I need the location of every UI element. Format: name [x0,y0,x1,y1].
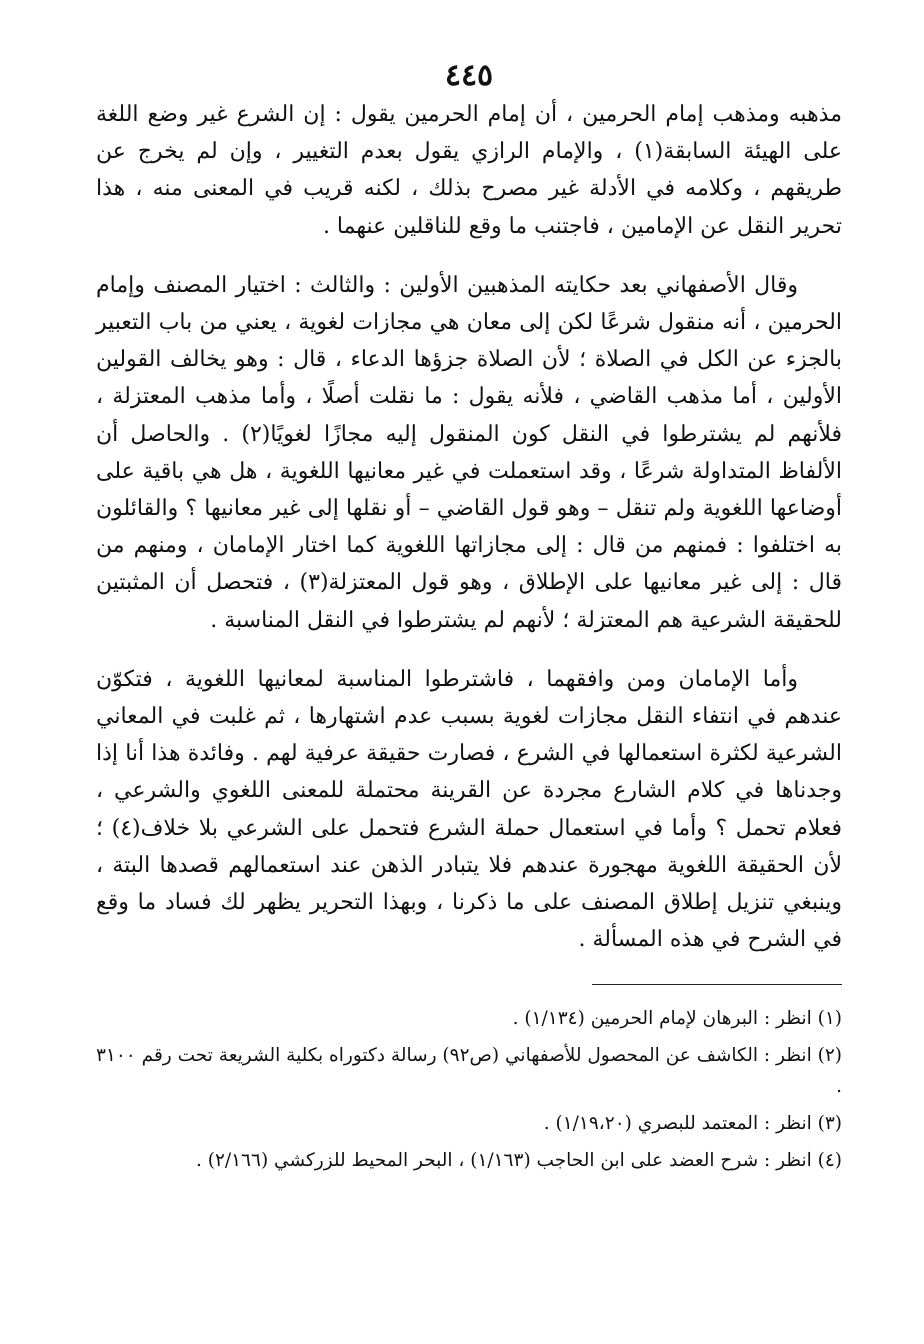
paragraph-3: وأما الإمامان ومن وافقهما ، فاشترطوا المناسبة لمعانيها اللغوية ، فتكوّن عندهم في انتفاء النقل مجازات لغوية بسبب عدم اشتهارها ، ثم غلبت في المعاني الشرعية لكثرة استعمالها في الشرع ، فصارت حقيقة عرفية لهم . وفائدة هذا أنا إذا وجدناها في كلام الشارع مجردة عن القرينة محتملة للمعنى اللغوي والشرعي ، فعلام تحمل ؟ وأما في استعمال حملة الشرع فتحمل على الشرعي بلا خلاف(٤) ؛ لأن الحقيقة اللغوية مهجورة عندهم فلا يتبادر الذهن عند استعمالهم قصدها البتة ، وينبغي تنزيل إطلاق المصنف على ما ذكرنا ، وبهذا التحرير يظهر لك فساد ما وقع في الشرح في هذه المسألة . [96,666,842,953]
paragraph-gap [96,245,842,267]
paragraph-2: وقال الأصفهاني بعد حكايته المذهبين الأولين : والثالث : اختيار المصنف وإمام الحرمين ، أنه منقول شرعًا لكن إلى معان هي مجازات لغوية ، يعني من باب التعبير بالجزء عن الكل في الصلاة ؛ لأن الصلاة جزؤها الدعاء ، قال : وهو يخالف القولين الأولين ، أما مذهب القاضي ، فلأنه يقول : ما نقلت أصلًا ، وأما مذهب المعتزلة ، فلأنهم لم يشترطوا في النقل كون المنقول إليه مجازًا لغويًا(٢) . والحاصل أن الألفاظ المتداولة شرعًا ، وقد استعملت في غير معانيها اللغوية ، هل هي باقية على أوضاعها اللغوية ولم تنقل – وهو قول القاضي – أو نقلها إلى غير معانيها ؟ والقائلون به اختلفوا : فمنهم من قال : إلى مجازاتها اللغوية كما اختار الإمامان ، ومنهم من قال : إلى غير معانيها على الإطلاق ، وهو قول المعتزلة(٣) ، فتحصل أن المثبتين للحقيقة الشرعية هم المعتزلة ؛ لأنهم لم يشترطوا في النقل المناسبة . [96,272,842,633]
paragraph-gap [96,639,842,661]
footnote-2: (٢) انظر : الكاشف عن المحصول للأصفهاني (ص٩٢) رسالة دكتوراه بكلية الشريعة تحت رقم ٣١٠٠ . [96,1045,842,1098]
footnotes [96,1003,842,1176]
book-page [96,56,842,1182]
paragraph-1: مذهبه ومذهب إمام الحرمين ، أن إمام الحرمين يقول : إن الشرع غير وضع اللغة على الهيئة السابقة(١) ، والإمام الرازي يقول بعدم التغيير ، وإن لم يخرج عن طريقهم ، وكلامه في الأدلة غير مصرح بذلك ، لكنه قريب في المعنى منه ، هذا تحرير النقل عن الإمامين ، فاجتنب ما وقع للناقلين عنهما . [96,102,842,239]
page-number: ٤٤٥ [444,58,494,93]
footnote-divider [592,984,842,985]
footnote-3: (٣) انظر : المعتمد للبصري (١/١٩،٢٠) . [543,1113,842,1135]
footnote-4: (٤) انظر : شرح العضد على ابن الحاجب (١/١٦٣) ، البحر المحيط للزركشي (٢/١٦٦) . [195,1150,842,1172]
footnote-1: (١) انظر : البرهان لإمام الحرمين (١/١٣٤) . [512,1008,842,1030]
